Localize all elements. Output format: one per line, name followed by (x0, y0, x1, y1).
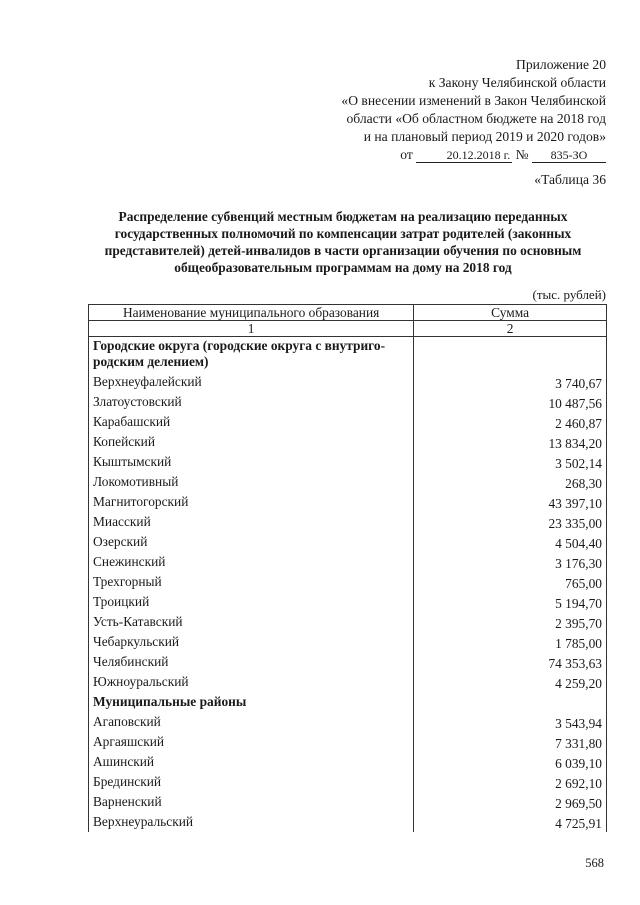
municipality-name: Копейский (89, 432, 414, 452)
index-row (89, 321, 607, 337)
table-row (89, 452, 607, 472)
table-row (89, 652, 607, 672)
section-empty (414, 692, 607, 712)
amount: 23 335,00 (414, 512, 607, 532)
amount: 3 176,30 (414, 552, 607, 572)
appendix-line: Приложение 20 (516, 57, 606, 72)
municipality-name: Магнитогорский (89, 492, 414, 512)
table-row (89, 512, 607, 532)
municipality-name: Локомотивный (89, 472, 414, 492)
municipality-name: Челябинский (89, 652, 414, 672)
table-row (89, 392, 607, 412)
section-title: Городские округа (городские округа с внутриго-родским делением) (89, 337, 414, 373)
appendix-line: и на плановый период 2019 и 2020 годов» (363, 129, 606, 144)
municipality-name: Верхнеуфалейский (89, 372, 414, 392)
table-row (89, 712, 607, 732)
heading-line: представителей) детей-инвалидов в части организации обучения по основным (104, 243, 582, 258)
municipality-name: Верхнеуральский (89, 812, 414, 832)
page-number: 568 (585, 856, 604, 870)
table-row (89, 592, 607, 612)
amount: 3 502,14 (414, 452, 607, 472)
amount: 74 353,63 (414, 652, 607, 672)
amount: 4 504,40 (414, 532, 607, 552)
table-row (89, 412, 607, 432)
amount: 268,30 (414, 472, 607, 492)
law-date: 20.12.2018 г. (416, 148, 512, 163)
index-col-2: 2 (414, 321, 607, 337)
municipality-name: Кыштымский (89, 452, 414, 472)
unit-label: (тыс. рублей) (532, 287, 606, 302)
table-row (89, 432, 607, 452)
document-heading (96, 208, 590, 276)
table-row (89, 672, 607, 692)
municipality-name: Снежинский (89, 552, 414, 572)
header-row (89, 305, 607, 321)
municipality-name: Миасский (89, 512, 414, 532)
appendix-header (286, 56, 606, 164)
municipality-name: Брединский (89, 772, 414, 792)
amount: 3 543,94 (414, 712, 607, 732)
municipality-name: Аргаяшский (89, 732, 414, 752)
amount: 6 039,10 (414, 752, 607, 772)
amount: 43 397,10 (414, 492, 607, 512)
amount: 13 834,20 (414, 432, 607, 452)
from-label: от (400, 147, 413, 162)
municipality-name: Троицкий (89, 592, 414, 612)
table-row (89, 772, 607, 792)
appendix-line: «О внесении изменений в Закон Челябинской (341, 93, 606, 108)
table-row (89, 572, 607, 592)
table-row (89, 812, 607, 832)
header-sum: Сумма (414, 305, 607, 321)
amount: 4 725,91 (414, 812, 607, 832)
heading-line: общеобразовательным программам на дому на 2018 год (174, 260, 512, 275)
table-row (89, 632, 607, 652)
municipality-name: Агаповский (89, 712, 414, 732)
amount: 7 331,80 (414, 732, 607, 752)
municipality-name: Трехгорный (89, 572, 414, 592)
municipality-name: Варненский (89, 792, 414, 812)
municipality-name: Ашинский (89, 752, 414, 772)
municipality-name: Усть-Катавский (89, 612, 414, 632)
amount: 2 395,70 (414, 612, 607, 632)
appendix-line: к Закону Челябинской области (428, 75, 606, 90)
table-row (89, 532, 607, 552)
amount: 1 785,00 (414, 632, 607, 652)
table-row (89, 492, 607, 512)
amount: 2 460,87 (414, 412, 607, 432)
header-name: Наименование муниципального образования (89, 305, 414, 321)
table-row (89, 612, 607, 632)
municipality-name: Чебаркульский (89, 632, 414, 652)
appendix-line: области «Об областном бюджете на 2018 год (346, 111, 606, 126)
section-row-district (89, 692, 607, 712)
amount: 765,00 (414, 572, 607, 592)
municipality-name: Златоустовский (89, 392, 414, 412)
table-row (89, 752, 607, 772)
law-number: 835-ЗО (532, 148, 606, 163)
municipality-name: Южноуральский (89, 672, 414, 692)
heading-line: Распределение субвенций местным бюджетам на реализацию переданных (118, 209, 568, 224)
number-label: № (515, 147, 529, 162)
index-col-1: 1 (89, 321, 414, 337)
subvention-table (88, 304, 607, 832)
section-title: Муниципальные районы (89, 692, 414, 712)
table-label: «Таблица 36 (534, 172, 606, 187)
amount: 10 487,56 (414, 392, 607, 412)
municipality-name: Озерский (89, 532, 414, 552)
date-number-line (286, 146, 606, 164)
amount: 2 692,10 (414, 772, 607, 792)
table-row (89, 552, 607, 572)
section-row-city (89, 337, 607, 373)
table-row (89, 472, 607, 492)
amount: 5 194,70 (414, 592, 607, 612)
table-row (89, 732, 607, 752)
heading-line: государственных полномочий по компенсации затрат родителей (законных (114, 226, 572, 241)
amount: 2 969,50 (414, 792, 607, 812)
municipality-name: Карабашский (89, 412, 414, 432)
amount: 4 259,20 (414, 672, 607, 692)
section-empty (414, 337, 607, 373)
table-row (89, 372, 607, 392)
table-row (89, 792, 607, 812)
amount: 3 740,67 (414, 372, 607, 392)
